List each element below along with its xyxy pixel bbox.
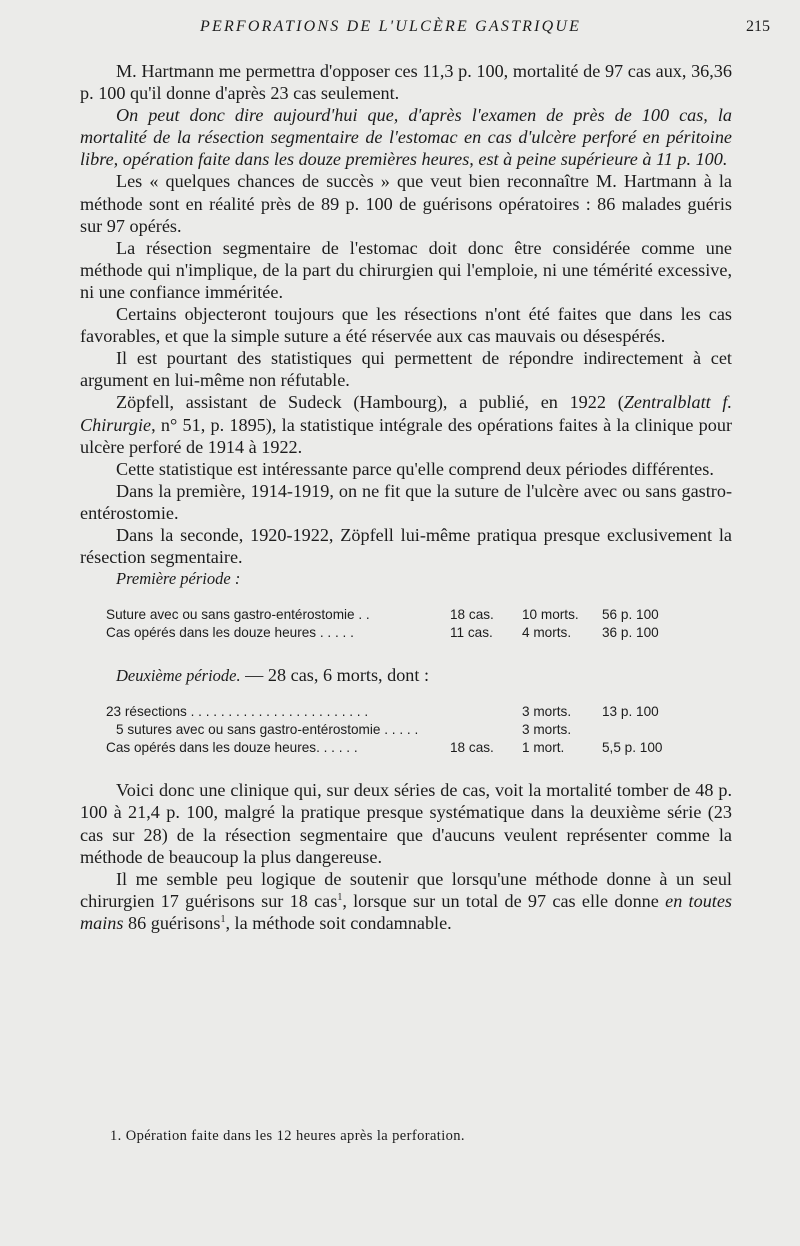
row-label: 23 résections . . . . . . . . . . . . . . . . . . . . . . . . bbox=[106, 704, 369, 720]
journal-title: Zentralblatt f. Chirurgie bbox=[80, 392, 732, 435]
row-deaths: 3 morts. bbox=[522, 704, 572, 720]
row-deaths: 4 morts. bbox=[522, 625, 572, 641]
page-number: 215 bbox=[746, 18, 770, 35]
paragraph-1: M. Hartmann me permettra d'opposer ces 11,3 p. 100, mortalité de 97 cas aux, 36,36 p. 100 qu'il donne d'après 23 cas seulement. bbox=[80, 61, 732, 104]
page-header bbox=[0, 18, 800, 42]
running-title: PERFORATIONS DE L'ULCÈRE GASTRIQUE bbox=[200, 18, 582, 35]
stats-row bbox=[106, 606, 732, 624]
paragraph-7 bbox=[80, 391, 732, 457]
stats-row bbox=[106, 703, 732, 721]
paragraph-14-d: , la méthode soit condamnable. bbox=[225, 912, 452, 933]
stats-row bbox=[106, 721, 732, 739]
paragraph-4: La résection segmentaire de l'estomac doit donc être considérée comme une méthode qui n'implique, de la part du chirurgien qui l'emploie, ni une témérité excessive, ni une confiance imméritée. bbox=[80, 237, 732, 302]
row-percent: 13 p. 100 bbox=[602, 704, 659, 720]
row-deaths: 1 mort. bbox=[522, 740, 565, 756]
paragraph-7-b: , n° 51, p. 1895), la statistique intégrale des opérations faites à la clinique pour ulcère perforé de 1914 à 1922. bbox=[80, 414, 732, 457]
paragraph-13: Voici donc une clinique qui, sur deux séries de cas, voit la mortalité tomber de 48 p. 100 à 21,4 p. 100, malgré la pratique presque systématique dans la deuxième série (23 cas sur 28) de la résection segmentaire que d'aucuns veulent représenter comme la méthode de beaucoup la plus dangereuse. bbox=[80, 780, 732, 867]
period-2-heading bbox=[80, 664, 732, 687]
paragraph-6: Il est pourtant des statistiques qui permettent de répondre indirectement à cet argument en lui-même non réfutable. bbox=[80, 348, 732, 391]
paragraph-14-a: Il me semble peu logique de soutenir que lorsqu'une méthode donne à un seul chirurgien 17 guérisons sur 18 cas bbox=[80, 868, 732, 911]
row-percent: 36 p. 100 bbox=[602, 625, 659, 641]
row-cases: 18 cas. bbox=[450, 740, 494, 756]
row-label: 5 sutures avec ou sans gastro-entérostomie . . . . . bbox=[116, 722, 419, 738]
row-label: Suture avec ou sans gastro-entérostomie . . bbox=[106, 607, 370, 623]
row-deaths: 10 morts. bbox=[522, 607, 579, 623]
period-2-summary: — 28 cas, 6 morts, dont : bbox=[240, 665, 430, 686]
paragraph-8: Cette statistique est intéressante parce qu'elle comprend deux périodes différentes. bbox=[116, 458, 714, 479]
row-percent: 5,5 p. 100 bbox=[602, 740, 663, 756]
paragraph-14-italic: en toutes mains bbox=[80, 890, 733, 933]
footnote-ref: 1 bbox=[220, 913, 226, 925]
row-cases: 18 cas. bbox=[450, 607, 494, 623]
period-2-label: Deuxième période. bbox=[116, 666, 241, 686]
period-1-heading: Première période : bbox=[116, 569, 241, 589]
row-label: Cas opérés dans les douze heures. . . . . . bbox=[106, 740, 358, 756]
paragraph-14-c: 86 guérisons bbox=[123, 912, 221, 933]
row-cases bbox=[450, 721, 522, 739]
paragraph-9: Dans la première, 1914-1919, on ne fit que la suture de l'ulcère avec ou sans gastro-entérostomie. bbox=[80, 480, 732, 523]
row-percent bbox=[602, 721, 672, 739]
period-2-stats bbox=[106, 703, 732, 757]
row-percent: 56 p. 100 bbox=[602, 607, 659, 623]
period-1-stats bbox=[106, 606, 732, 642]
stats-row bbox=[106, 739, 732, 757]
footnote: 1. Opération faite dans les 12 heures après la perforation. bbox=[110, 1128, 465, 1144]
paragraph-14-b: , lorsque sur un total de 97 cas elle donne bbox=[342, 890, 666, 911]
paragraph-3: Les « quelques chances de succès » que veut bien reconnaître M. Hartmann à la méthode sont en réalité près de 89 p. 100 de guérisons opératoires : 86 malades guéris sur 97 opérés. bbox=[80, 171, 732, 236]
footnote-ref: 1 bbox=[337, 891, 343, 903]
row-label: Cas opérés dans les douze heures . . . . . bbox=[106, 625, 354, 641]
row-cases: 11 cas. bbox=[450, 625, 493, 641]
paragraph-2: On peut donc dire aujourd'hui que, d'après l'examen de près de 100 cas, la mortalité de la résection segmentaire de l'estomac en cas d'ulcère perforé en péritoine libre, opération faite dans les douze premières heures, est à peine supérieure à 11 p. 100. bbox=[80, 105, 732, 170]
paragraph-7-a: Zöpfell, assistant de Sudeck (Hambourg), a publié, en 1922 ( bbox=[116, 392, 624, 413]
paragraph-5: Certains objecteront toujours que les résections n'ont été faites que dans les cas favorables, et que la simple suture a été réservée aux cas mauvais ou désespérés. bbox=[80, 304, 732, 347]
row-cases bbox=[450, 703, 522, 721]
paragraph-10: Dans la seconde, 1920-1922, Zöpfell lui-même pratiqua presque exclusivement la résection segmentaire. bbox=[80, 524, 732, 568]
row-deaths: 3 morts. bbox=[522, 722, 572, 738]
body-text bbox=[80, 60, 732, 934]
stats-row bbox=[106, 624, 732, 642]
paragraph-14 bbox=[80, 868, 732, 934]
